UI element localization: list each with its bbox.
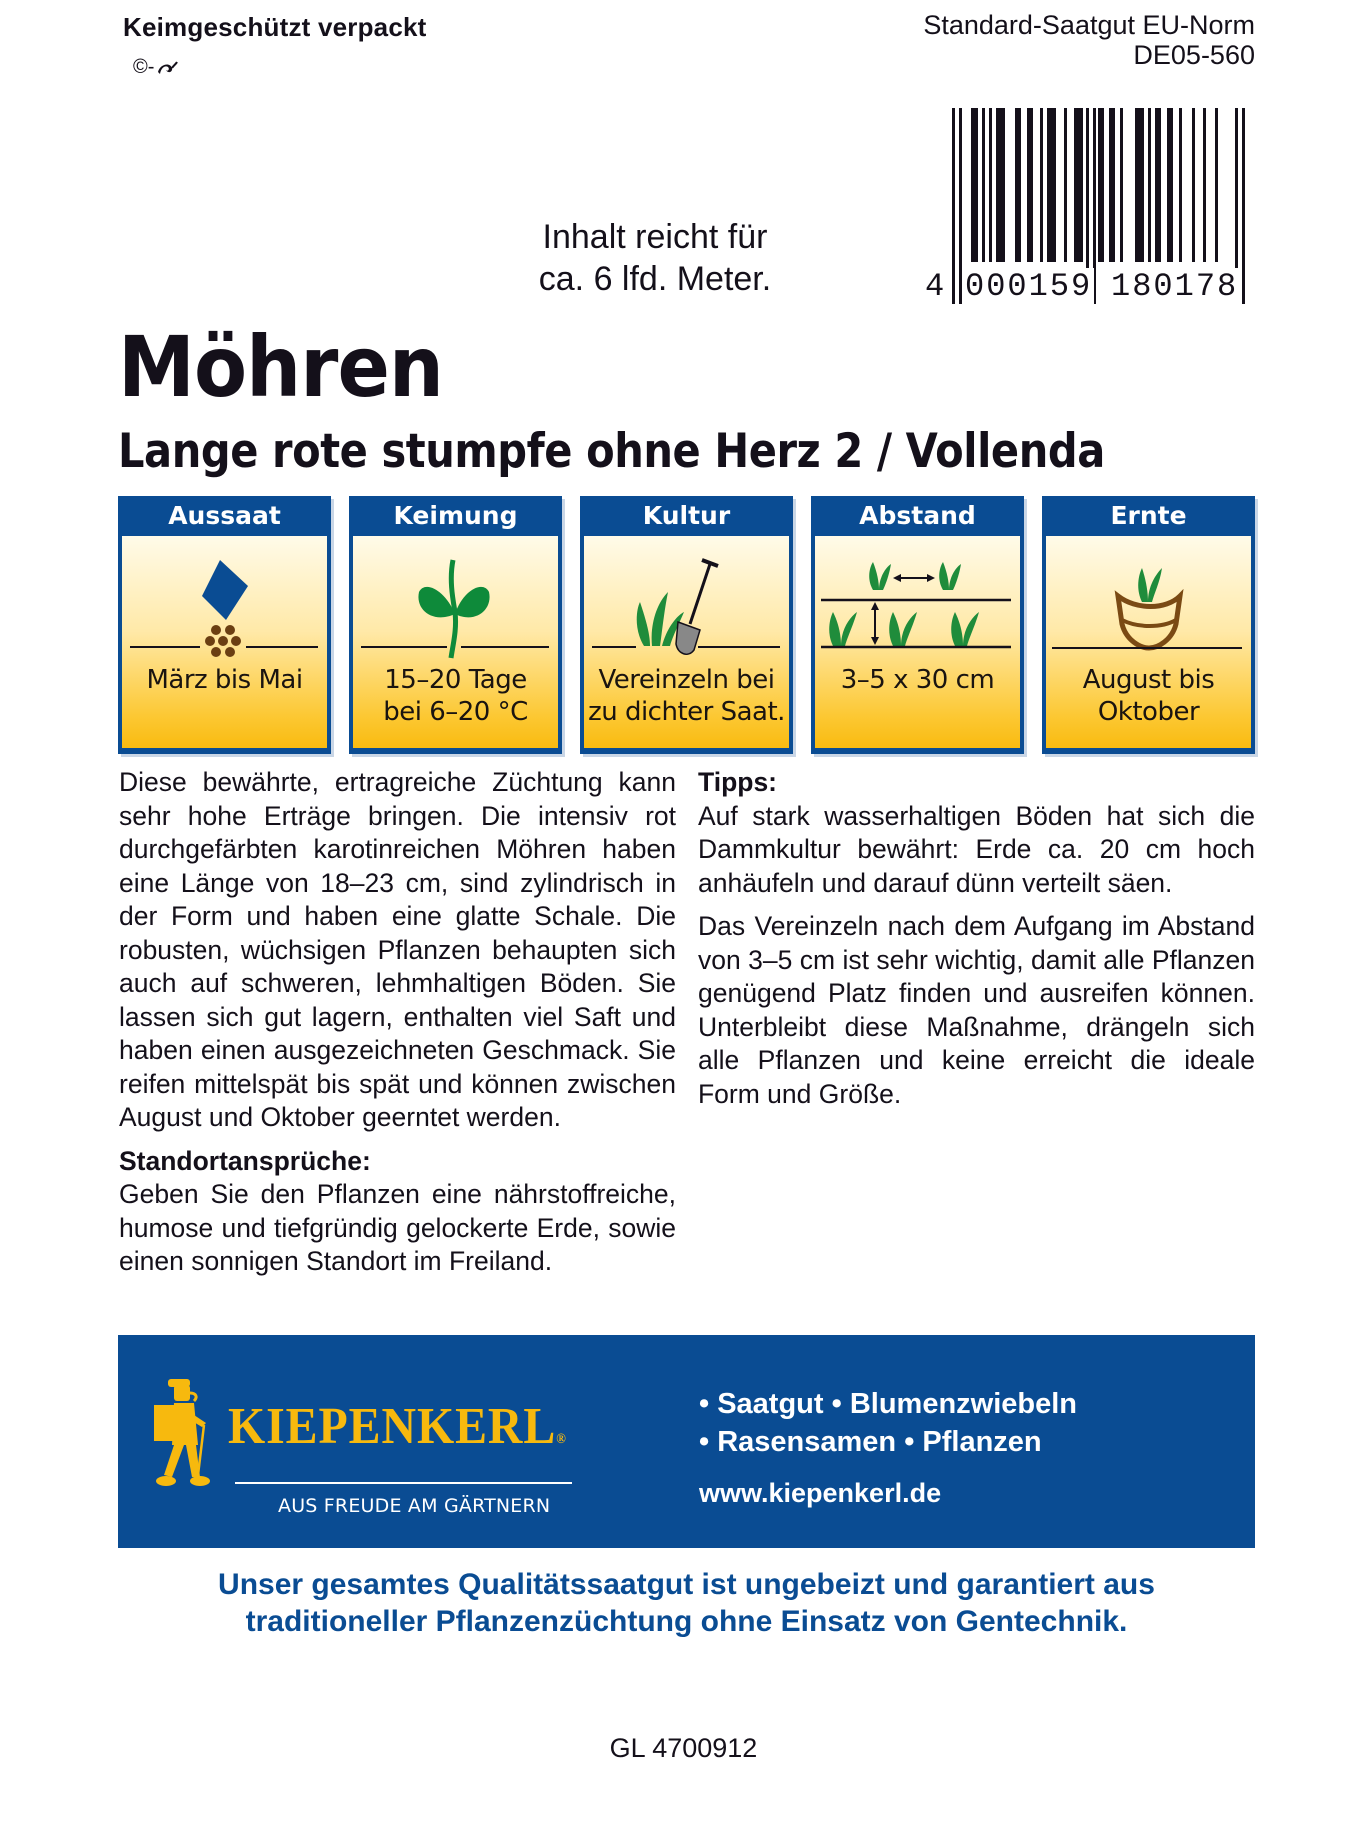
info-box-heading: Keimung (393, 501, 518, 530)
standard-code: DE05-560 (1133, 40, 1255, 70)
product-title: Möhren (118, 318, 444, 416)
info-box-line1: 15–20 Tage (384, 665, 527, 695)
product-list-line1: • Saatgut • Blumenzwiebeln (699, 1388, 1078, 1420)
seedling-icon (353, 540, 558, 660)
info-box-keimung (349, 496, 562, 754)
info-box-aussaat (118, 496, 331, 754)
tips-paragraph-1: Auf stark wasserhaltigen Böden hat sich die Dammkultur bewährt: Erde ca. 20 cm hoch anhäufeln und darauf dünn verteilt säen. (698, 800, 1255, 898)
seed-packet-icon (122, 540, 327, 660)
info-box-heading: Kultur (642, 501, 731, 530)
location-heading: Standortansprüche: (119, 1145, 371, 1176)
content-note-line1: Inhalt reicht für (542, 218, 768, 256)
brand-logo (228, 1397, 567, 1456)
barcode-digit-first: 4 (925, 268, 947, 305)
description-column (119, 766, 676, 1279)
info-box-line2: zu dichter Saat. (588, 697, 785, 727)
product-code: GL 4700912 (609, 1733, 758, 1763)
info-box-ernte (1042, 496, 1255, 754)
info-box-kultur (580, 496, 793, 754)
brand-name: KIEPENKERL (228, 1398, 557, 1455)
info-box-line1: 3–5 x 30 cm (840, 665, 995, 695)
brand-product-list (699, 1385, 1077, 1461)
tips-column (698, 766, 1255, 1111)
content-note-line2: ca. 6 lfd. Meter. (538, 260, 772, 298)
info-box-heading: Abstand (859, 501, 976, 530)
barcode-group-1: 000159 (965, 268, 1093, 305)
guarantee-line1: Unser gesamtes Qualitätssaatgut ist ungebeizt und garantiert aus (218, 1568, 1155, 1601)
product-variety: Lange rote stumpfe ohne Herz 2 / Vollenda (118, 424, 1105, 479)
tips-paragraph-2: Das Vereinzeln nach dem Aufgang im Abstand von 3–5 cm ist sehr wichtig, damit alle Pflanzen genügend Platz finden und ausreifen können. Unterbleibt diese Maßnahme, drängeln sich alle Pflanzen und keine erreicht die ideale Form und Größe. (698, 911, 1255, 1109)
cultivation-info-boxes (118, 496, 1255, 754)
standard-label: Standard-Saatgut EU-Norm (923, 10, 1255, 40)
content-note (500, 216, 810, 300)
info-box-line2: Oktober (1097, 697, 1200, 727)
description-text: Diese bewährte, ertragreiche Züchtung kann sehr hohe Erträge bringen. Die intensiv rot durchgefärbten karotinreichen Möhren haben eine Länge von 18–23 cm, sind zylindrisch in der Form und haben eine glatte Schale. Die robusten, wüchsigen Pflanzen behaupten sich auch auf schweren, lehmhaltigen Böden. Sie lassen sich gut lagern, enthalten viel Saft und haben einen ausgezeichneten Geschmack. Sie reifen mittelspät bis spät und können zwischen August und Oktober geerntet werden. (119, 767, 676, 1132)
location-text: Geben Sie den Pflanzen eine nährstoffreiche, humose und tiefgründig gelockerte Erde, sowie einen sonnigen Standort im Freiland. (119, 1179, 676, 1276)
product-list-line2: • Rasensamen • Pflanzen (699, 1426, 1042, 1458)
leaf-swirl-icon (156, 60, 178, 76)
info-box-abstand (811, 496, 1024, 754)
packaging-note: Keimgeschützt verpackt (123, 12, 427, 42)
brand-tagline: AUS FREUDE AM GÄRTNERN (278, 1495, 551, 1517)
kiepenkerl-mascot-icon (154, 1375, 234, 1495)
info-box-heading: Aussaat (168, 501, 281, 530)
copyright-mark (133, 56, 178, 79)
plant-spade-icon (584, 540, 789, 660)
brand-website-link[interactable]: www.kiepenkerl.de (699, 1478, 942, 1508)
quality-guarantee (118, 1566, 1255, 1640)
info-box-line1: Vereinzeln bei (598, 665, 775, 695)
registered-mark: ® (556, 1432, 567, 1447)
barcode (925, 108, 1257, 308)
harvest-basket-icon (1046, 540, 1251, 660)
brand-banner (118, 1335, 1255, 1548)
logo-divider (235, 1482, 572, 1484)
plant-spacing-icon (815, 540, 1020, 660)
tips-heading: Tipps: (698, 767, 778, 797)
info-box-line1: März bis Mai (146, 665, 303, 695)
info-box-heading: Ernte (1110, 501, 1187, 530)
guarantee-line2: traditioneller Pflanzenzüchtung ohne Einsatz von Gentechnik. (245, 1605, 1128, 1638)
info-box-line1: August bis (1082, 665, 1215, 695)
copyright-text: ©- (133, 56, 155, 78)
info-box-line2: bei 6–20 °C (383, 697, 528, 727)
seed-standard (923, 10, 1255, 70)
barcode-group-2: 180178 (1111, 268, 1239, 305)
